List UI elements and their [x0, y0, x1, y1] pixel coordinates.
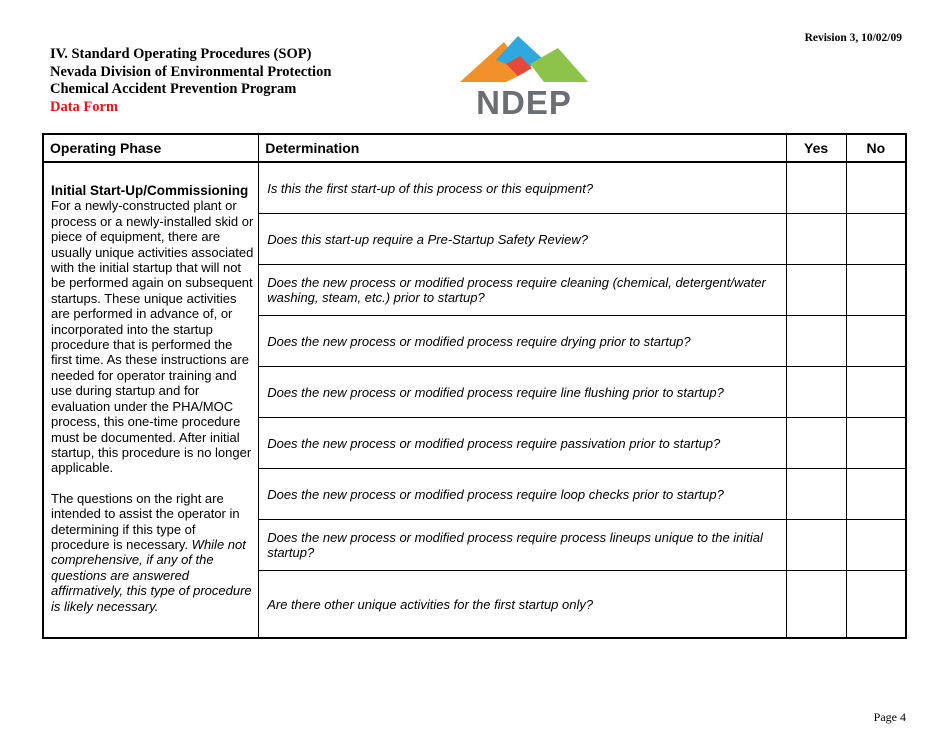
revision-label: Revision 3, 10/02/09 [804, 32, 902, 44]
header-program: Chemical Accident Prevention Program [50, 81, 297, 97]
col-header-determination: Determination [259, 134, 786, 162]
col-header-yes: Yes [786, 134, 846, 162]
phase-description: For a newly-constructed plant or process or a newly-installed skid or piece of equipment, there are usually unique activities associated with the initial startup that will not be performed again on subsequent startups. These unique activities are performed in advance of, or incorporated into the startup procedure that is performed the first time. As these instructions are needed for operator training and use during startup and for evaluation under the PHA/MOC process, this one-time procedure must be documented. After initial startup, this procedure is no longer applicable. [51, 198, 254, 476]
phase-guidance-text: The questions on the right are intended to assist the operator in determining if this type of procedure is necessary. [51, 490, 240, 552]
col-header-no: No [846, 134, 906, 162]
question-cell: Does the new process or modified process require process lineups unique to the initial startup? [259, 520, 786, 571]
question-cell: Does the new process or modified process require loop checks prior to startup? [259, 469, 786, 520]
question-cell: Does the new process or modified process require drying prior to startup? [259, 316, 786, 367]
logo-wordmark: NDEP [476, 84, 572, 121]
phase-guidance [51, 491, 254, 614]
ndep-logo [460, 34, 588, 120]
col-header-operating-phase: Operating Phase [43, 134, 259, 162]
phase-guidance-italic: While not comprehensive, if any of the questions are answered affirmatively, this type of procedure is likely necessary. [51, 536, 252, 614]
no-checkbox-cell[interactable] [846, 469, 906, 520]
yes-checkbox-cell[interactable] [786, 214, 846, 265]
table-header-row [43, 134, 906, 162]
yes-checkbox-cell[interactable] [786, 265, 846, 316]
no-checkbox-cell[interactable] [846, 316, 906, 367]
no-checkbox-cell[interactable] [846, 571, 906, 639]
no-checkbox-cell[interactable] [846, 418, 906, 469]
phase-title: Initial Start-Up/Commissioning [51, 183, 249, 198]
header-sop-title: IV. Standard Operating Procedures (SOP) [50, 46, 312, 62]
yes-checkbox-cell[interactable] [786, 469, 846, 520]
yes-checkbox-cell[interactable] [786, 520, 846, 571]
question-cell: Does the new process or modified process require cleaning (chemical, detergent/water washing, steam, etc.) prior to startup? [259, 265, 786, 316]
operating-phase-cell [43, 162, 259, 638]
document-header [50, 46, 331, 116]
yes-checkbox-cell[interactable] [786, 162, 846, 214]
no-checkbox-cell[interactable] [846, 367, 906, 418]
yes-checkbox-cell[interactable] [786, 367, 846, 418]
yes-checkbox-cell[interactable] [786, 316, 846, 367]
question-cell: Is this the first start-up of this process or this equipment? [259, 162, 786, 214]
header-agency: Nevada Division of Environmental Protection [50, 63, 332, 80]
page-number: Page 4 [873, 710, 906, 724]
header-form-type: Data Form [50, 98, 119, 115]
no-checkbox-cell[interactable] [846, 214, 906, 265]
sop-data-table [42, 133, 907, 639]
yes-checkbox-cell[interactable] [786, 418, 846, 469]
table-row [43, 162, 906, 214]
question-cell: Does the new process or modified process require passivation prior to startup? [259, 418, 786, 469]
no-checkbox-cell[interactable] [846, 162, 906, 214]
question-cell: Are there other unique activities for the first startup only? [259, 571, 786, 639]
no-checkbox-cell[interactable] [846, 265, 906, 316]
question-cell: Does the new process or modified process require line flushing prior to startup? [259, 367, 786, 418]
yes-checkbox-cell[interactable] [786, 571, 846, 639]
no-checkbox-cell[interactable] [846, 520, 906, 571]
question-cell: Does this start-up require a Pre-Startup Safety Review? [259, 214, 786, 265]
